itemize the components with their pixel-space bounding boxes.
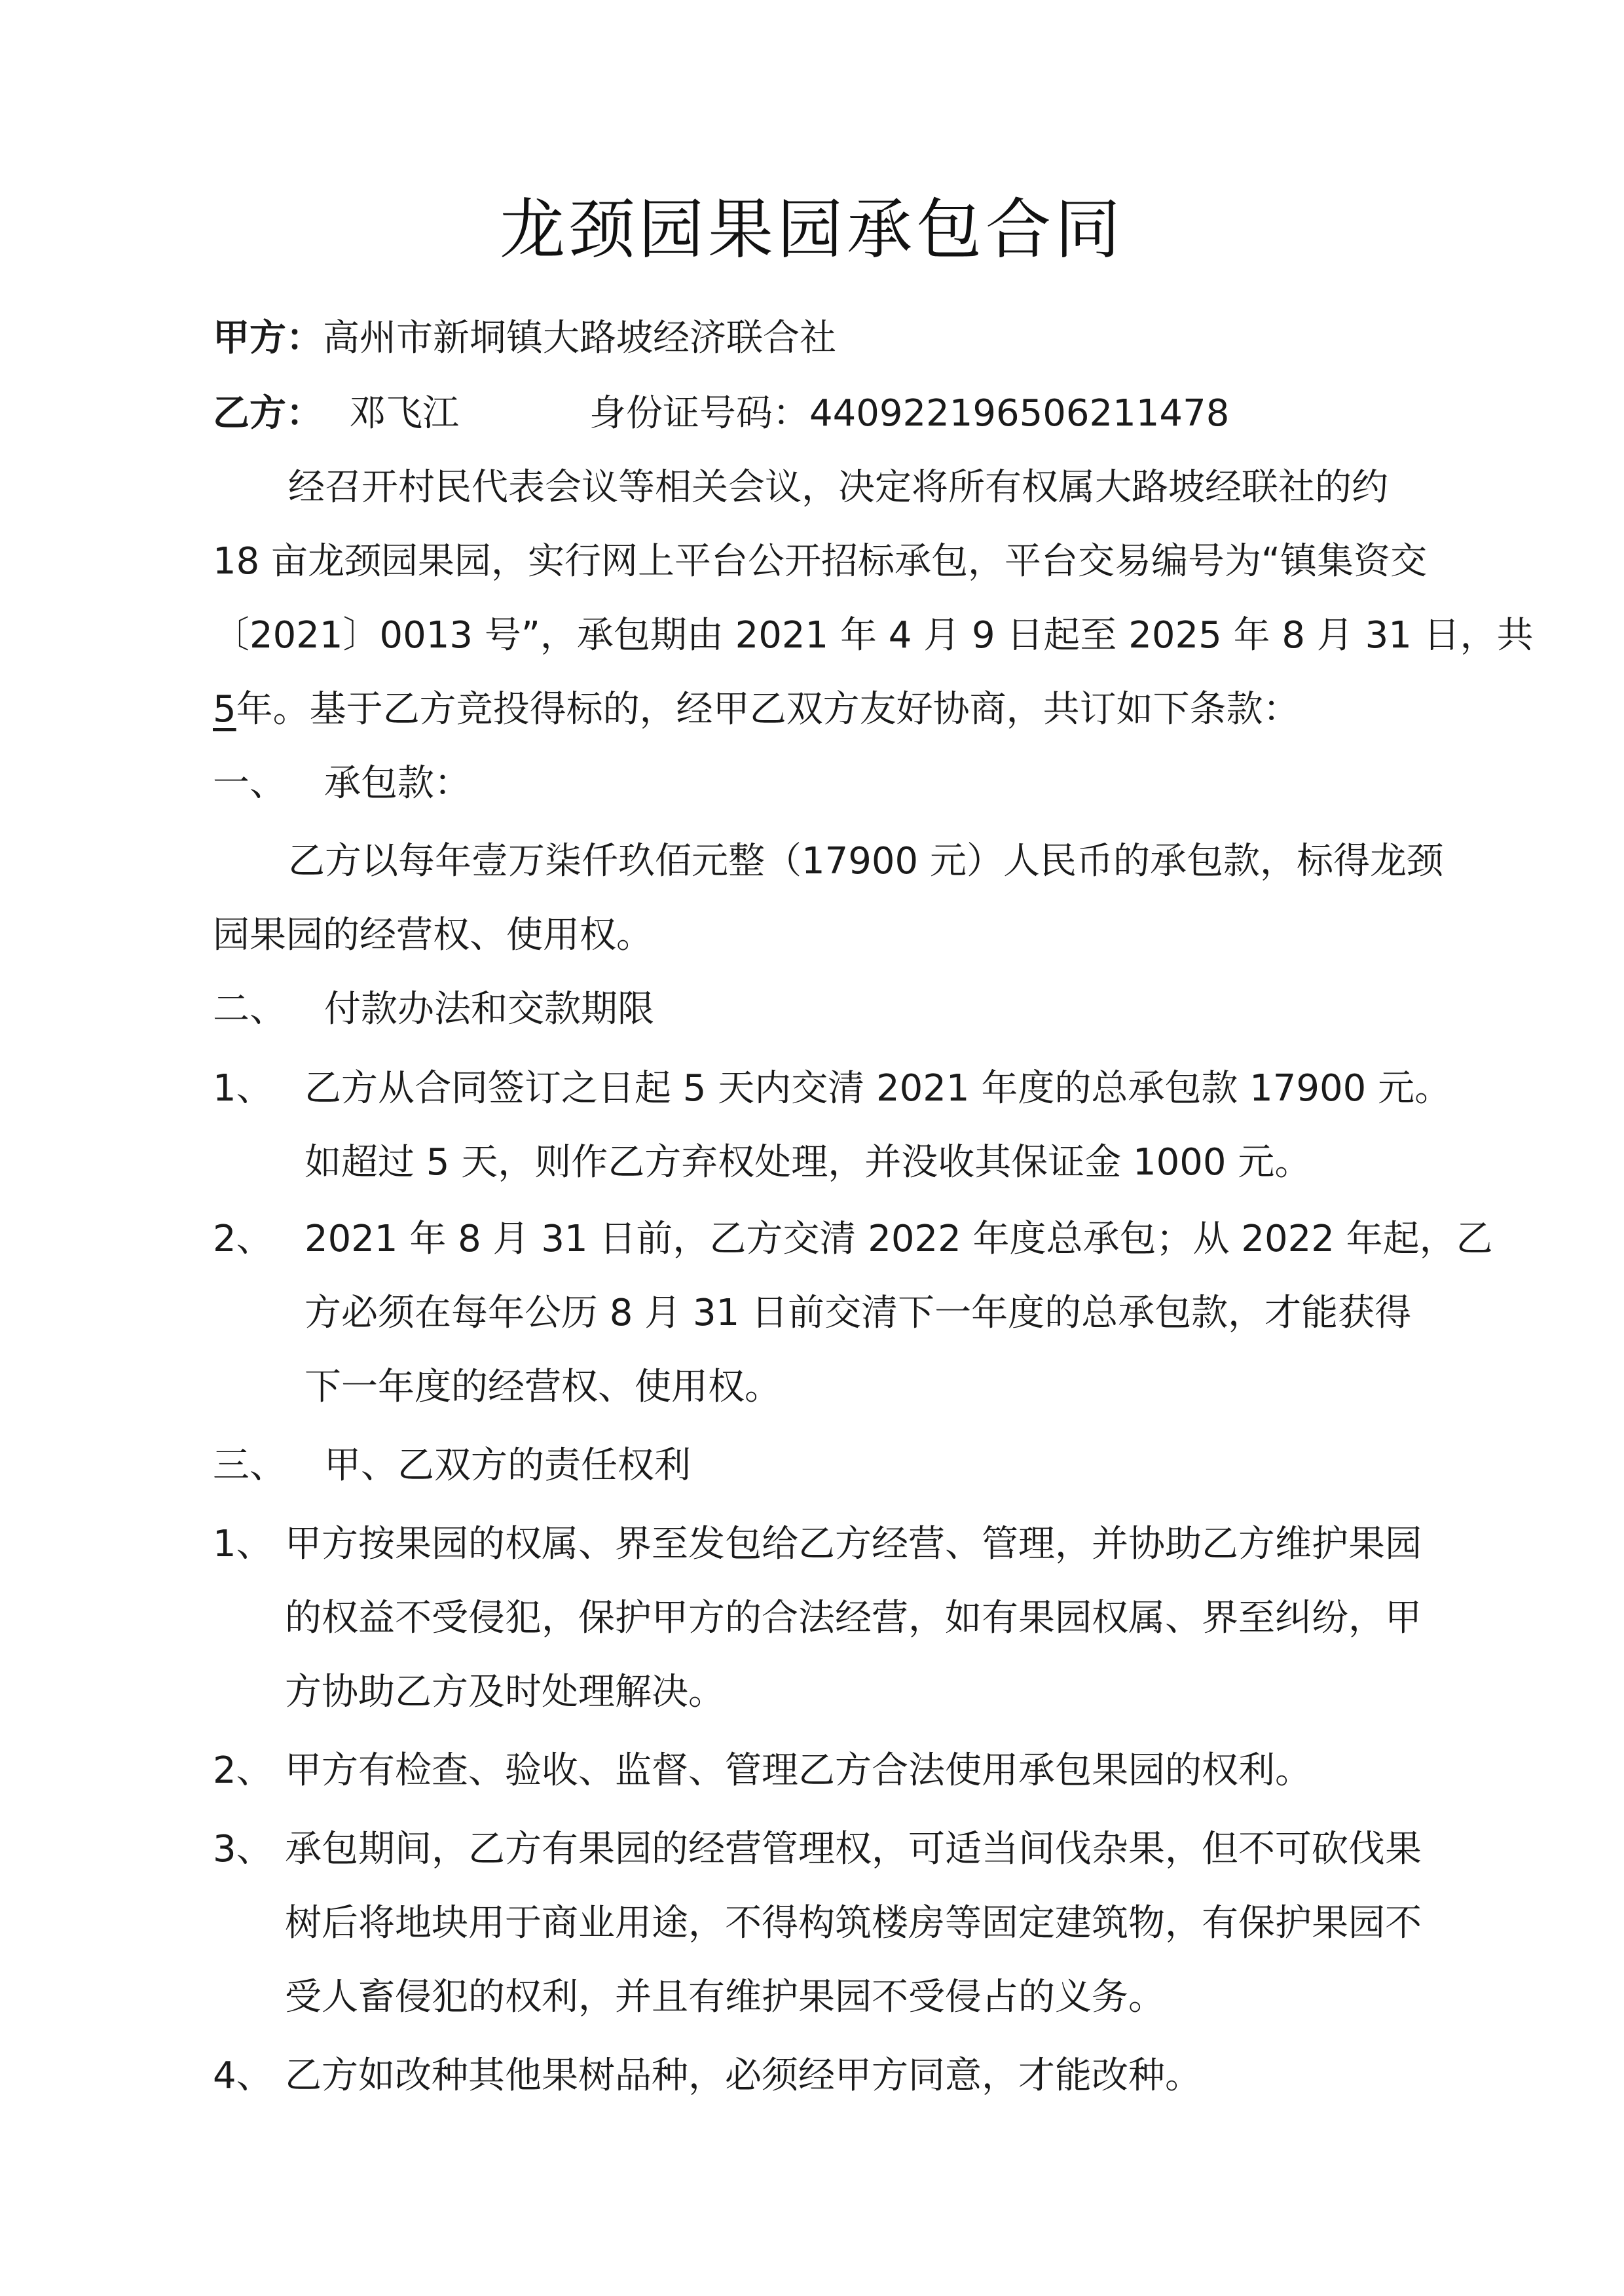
document-title: 龙颈园果园承包合同	[500, 191, 1124, 268]
section-2-item-2-line-3: 下一年度的经营权、使用权。	[304, 1366, 781, 1408]
section-2-item-2-line-2: 方必须在每年公历 8 月 31 日前交清下一年度的总承包款，才能获得	[304, 1292, 1412, 1334]
section-2-item-1-number: 1、	[213, 1067, 273, 1110]
section-2-title: 付款办法和交款期限	[324, 988, 654, 1030]
section-3-item-3-line-2: 树后将地块用于商业用途，不得构筑楼房等固定建筑物，有保护果园不	[285, 1902, 1422, 1944]
id-number-label: 身份证号码：	[589, 392, 809, 435]
section-1-line-2: 园果园的经营权、使用权。	[213, 914, 653, 957]
section-3-item-2-line-1: 甲方有检查、验收、监督、管理乙方合法使用承包果园的权利。	[285, 1749, 1312, 1792]
section-2-item-2-line-1: 2021 年 8 月 31 日前，乙方交清 2022 年度总承包；从 2022 年起，乙	[304, 1218, 1493, 1260]
section-1-number: 一、	[213, 762, 286, 805]
section-2-item-2-number: 2、	[213, 1218, 273, 1260]
party-b-label: 乙方：	[213, 392, 323, 435]
section-3-item-3-line-3: 受人畜侵犯的权利，并且有维护果园不受侵占的义务。	[285, 1976, 1165, 2018]
section-3-item-1-number: 1、	[213, 1523, 273, 1565]
section-2-item-1-line-2: 如超过 5 天，则作乙方弃权处理，并没收其保证金 1000 元。	[304, 1141, 1312, 1184]
section-3-item-4-line-1: 乙方如改种其他果树品种，必须经甲方同意，才能改种。	[285, 2054, 1202, 2097]
section-3-item-2-number: 2、	[213, 1749, 273, 1792]
section-3-item-1-line-1: 甲方按果园的权属、界至发包给乙方经营、管理，并协助乙方维护果园	[285, 1523, 1422, 1565]
party-a-line	[213, 316, 836, 361]
contract-years: 5	[213, 688, 236, 731]
intro-line-4-text: 年。基于乙方竞投得标的，经甲乙双方友好协商，共订如下条款：	[236, 688, 1300, 731]
section-3-number: 三、	[213, 1444, 286, 1487]
section-3-title: 甲、乙双方的责任权利	[324, 1444, 691, 1487]
section-3-item-1-line-2: 的权益不受侵犯，保护甲方的合法经营，如有果园权属、界至纠纷，甲	[285, 1597, 1422, 1639]
party-a-value: 高州市新垌镇大路坡经济联合社	[323, 317, 836, 359]
party-a-label: 甲方：	[213, 317, 323, 359]
intro-line-4	[213, 687, 1300, 733]
section-2-number: 二、	[213, 988, 286, 1030]
section-3-item-4-number: 4、	[213, 2054, 273, 2097]
section-1-line-1: 乙方以每年壹万柒仟玖佰元整（17900 元）人民币的承包款，标得龙颈	[288, 840, 1443, 883]
section-1-title: 承包款：	[324, 762, 471, 805]
id-number-line	[589, 391, 1229, 437]
party-b-line	[213, 391, 459, 437]
intro-line-1: 经召开村民代表会议等相关会议，决定将所有权属大路坡经联社的约	[288, 466, 1388, 509]
section-2-item-1-line-1: 乙方从合同签订之日起 5 天内交清 2021 年度的总承包款 17900 元。	[304, 1067, 1452, 1110]
section-3-item-3-line-1: 承包期间，乙方有果园的经营管理权，可适当间伐杂果，但不可砍伐果	[285, 1828, 1422, 1870]
intro-line-2: 18 亩龙颈园果园，实行网上平台公开招标承包，平台交易编号为“镇集资交	[213, 540, 1428, 583]
intro-line-3: 〔2021〕0013 号”，承包期由 2021 年 4 月 9 日起至 2025 年 8 月 31 日，共	[213, 614, 1534, 657]
section-3-item-3-number: 3、	[213, 1828, 273, 1870]
section-3-item-1-line-3: 方协助乙方及时处理解决。	[285, 1671, 725, 1713]
party-b-value: 邓飞江	[349, 392, 459, 435]
id-number-value: 440922196506211478	[809, 392, 1230, 435]
